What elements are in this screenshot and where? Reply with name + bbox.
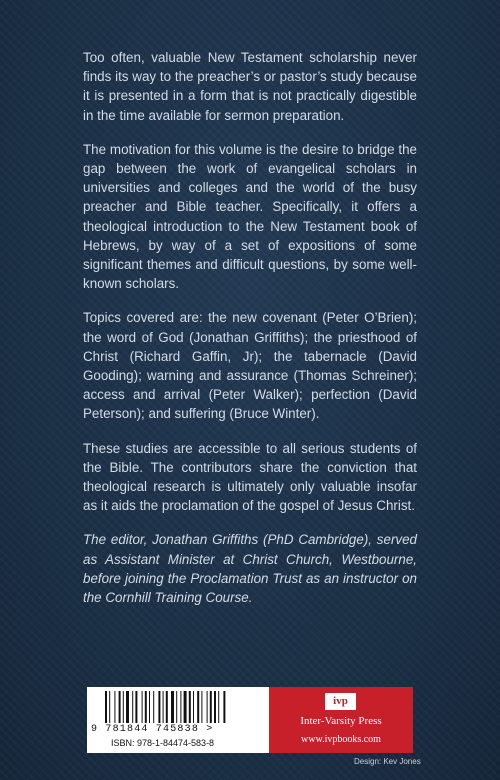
barcode-icon [105, 691, 255, 723]
barcode-bar [158, 691, 160, 723]
barcode-bar [201, 691, 202, 723]
barcode-bar [132, 691, 133, 723]
barcode-bar [163, 691, 164, 723]
barcode-digits: 9 781844 745838 > [91, 724, 214, 735]
barcode-bar [145, 691, 147, 723]
publisher-url: www.ivpbooks.com [301, 734, 381, 745]
barcode-bar [197, 691, 199, 723]
barcode-bar [123, 691, 124, 723]
barcode-bar [114, 691, 115, 723]
barcode-bar [210, 691, 212, 723]
barcode-bar [207, 691, 208, 723]
barcode-bar [176, 691, 177, 723]
publisher-name: Inter-Varsity Press [300, 715, 382, 727]
blurb-paragraph-3: Topics covered are: the new covenant (Peter O’Brien); the word of God (Jonathan Griffiths); the priesthood of Christ (Richard Gaffin, Jr); the tabernacle (David Gooding); warning and assurance (Thomas Schreiner); access and arrival (Peter Walker); perfection (David Peterson); and suffering (Bruce Winter). [83, 310, 417, 422]
barcode-bar [142, 691, 143, 723]
design-credit: Design: Kev Jones [354, 757, 421, 766]
barcode-bar [223, 691, 225, 723]
barcode-bar [105, 691, 107, 723]
barcode-bar [171, 691, 174, 723]
editor-bio: The editor, Jonathan Griffiths (PhD Cambridge), served as Assistant Minister at Christ Church, Westbourne, before joining the Proclamation Trust as an instructor on the Cornhill Training Course. [83, 532, 417, 606]
ivp-logo: ivp [325, 693, 356, 710]
back-cover-blurb [83, 48, 417, 622]
blurb-paragraph-1: Too often, valuable New Testament scholarship never finds its way to the preacher’s or pastor’s study because it is presented in a form that is not practically digestible in the time available for sermon preparation. [83, 50, 417, 123]
barcode-bar [214, 691, 216, 723]
barcode-bar [153, 691, 154, 723]
barcode-bar [135, 691, 137, 723]
barcode-bar [189, 691, 191, 723]
barcode-section [87, 687, 269, 753]
barcode-bar [126, 691, 129, 723]
barcode-label [87, 687, 413, 753]
barcode-bar [109, 691, 110, 723]
isbn-number: ISBN: 978-1-84474-583-8 [111, 738, 215, 748]
blurb-paragraph-2: The motivation for this volume is the desire to bridge the gap between the work of evangelical scholars in universities and colleges and the world of the busy preacher and Bible teacher. Specifically, it offers a theological introduction to the New Testament book of Hebrews, by way of a set of expositions of some significant themes and difficult questions, by some well-known scholars. [83, 141, 417, 292]
barcode-bar [184, 691, 187, 723]
barcode-bar [166, 691, 168, 723]
barcode-bar [193, 691, 194, 723]
barcode-bar [218, 691, 219, 723]
barcode-bar [149, 691, 150, 723]
blurb-paragraph-4: These studies are accessible to all serious students of the Bible. The contributors share the conviction that theological research is ultimately only valuable insofar as it aids the proclamation of the gospel of Jesus Christ. [83, 440, 417, 514]
barcode-bar [119, 691, 121, 723]
publisher-section [269, 687, 413, 753]
barcode-bar [180, 691, 181, 723]
